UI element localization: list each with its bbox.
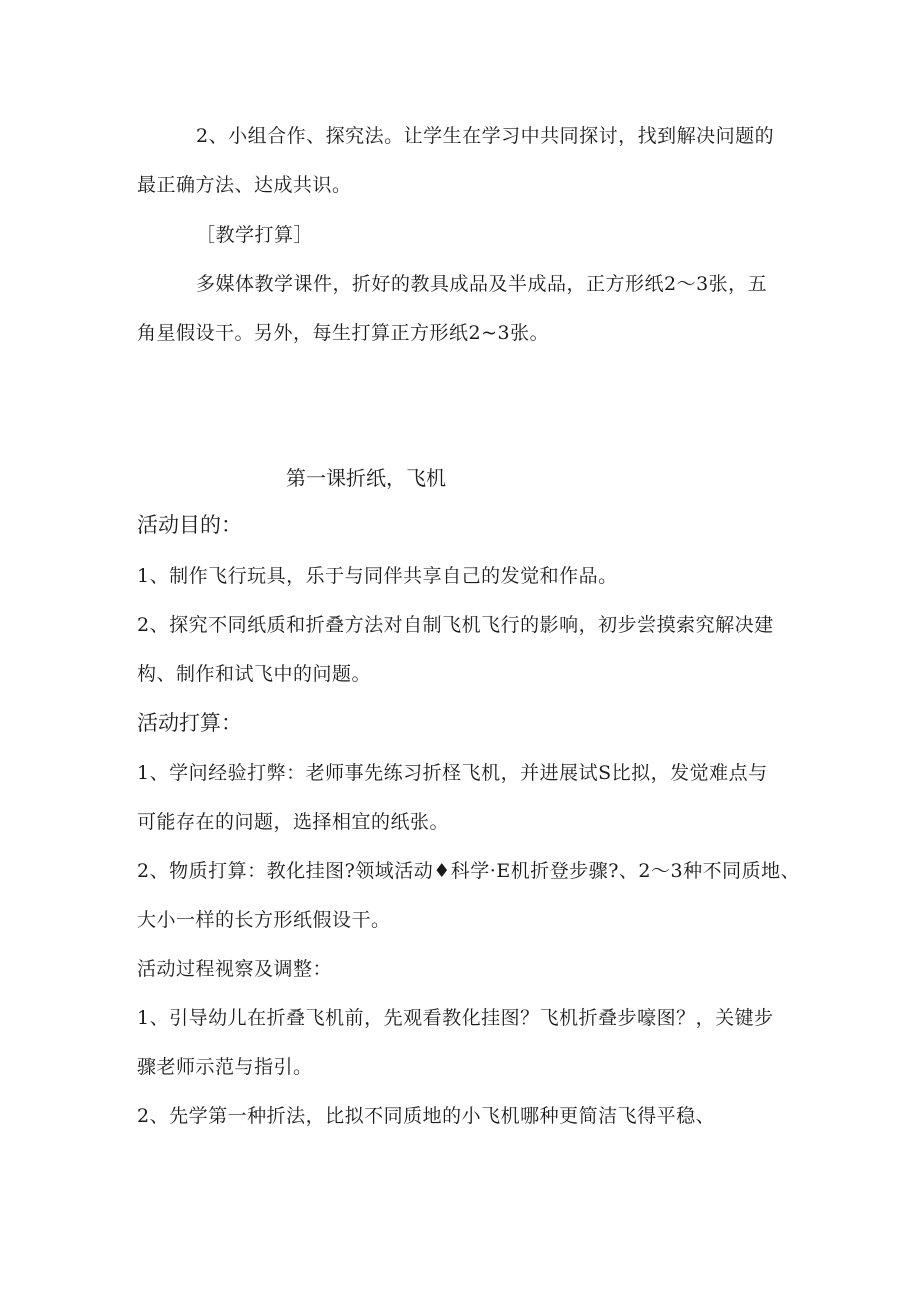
goal-2-line-1: 2、探究不同纸质和折叠方法对自制飞机飞行的影响，初步尝摸索究解决建	[137, 614, 774, 636]
prep-2-line-1: 2、物质打算：教化挂图?领域活动♦科学·E机折登步骤?、2～3种不同质地、	[137, 860, 801, 882]
activity-prep-heading: 活动打算：	[137, 711, 242, 735]
goal-1: 1、制作飞行玩具，乐于与同伴共享自己的发觉和作品。	[137, 565, 618, 587]
teaching-prep-heading: ［教学打算］	[196, 224, 314, 246]
prep-1-line-1: 1、学问经验打弊：老师事先练习折柽飞机，并进展试S比拟，发觉难点与	[137, 762, 768, 784]
process-1-line-2: 骤老师示范与指引。	[137, 1056, 313, 1078]
process-1-line-1: 1、引导幼儿在折叠飞机前，先观看教化挂图？飞机折叠步嚎图？，关键步	[137, 1007, 774, 1029]
process-heading: 活动过程视察及调整：	[137, 958, 333, 980]
prep-1-line-2: 可能存在的问题，选择相宜的纸张。	[137, 811, 450, 833]
method-2-line-1: 2、小组合作、探究法。让学生在学习中共同探讨，找到解决问题的	[196, 125, 775, 147]
lesson-title: 第一课折纸，飞机	[286, 466, 446, 490]
teaching-prep-line-1: 多媒体教学课件，折好的教具成品及半成品，正方形纸2～3张，五	[196, 273, 768, 295]
process-2-line-1: 2、先学第一种折法，比拟不同质地的小飞机哪种更简洁飞得平稳、	[137, 1105, 716, 1127]
teaching-prep-line-2: 角星假设干。另外，每生打算正方形纸2~3张。	[137, 322, 550, 344]
activity-goals-heading: 活动目的：	[137, 513, 242, 537]
prep-2-line-2: 大小一样的长方形纸假设干。	[137, 909, 391, 931]
method-2-line-2: 最正确方法、达成共识。	[137, 174, 352, 196]
goal-2-line-2: 构、制作和试飞中的问题。	[137, 663, 372, 685]
